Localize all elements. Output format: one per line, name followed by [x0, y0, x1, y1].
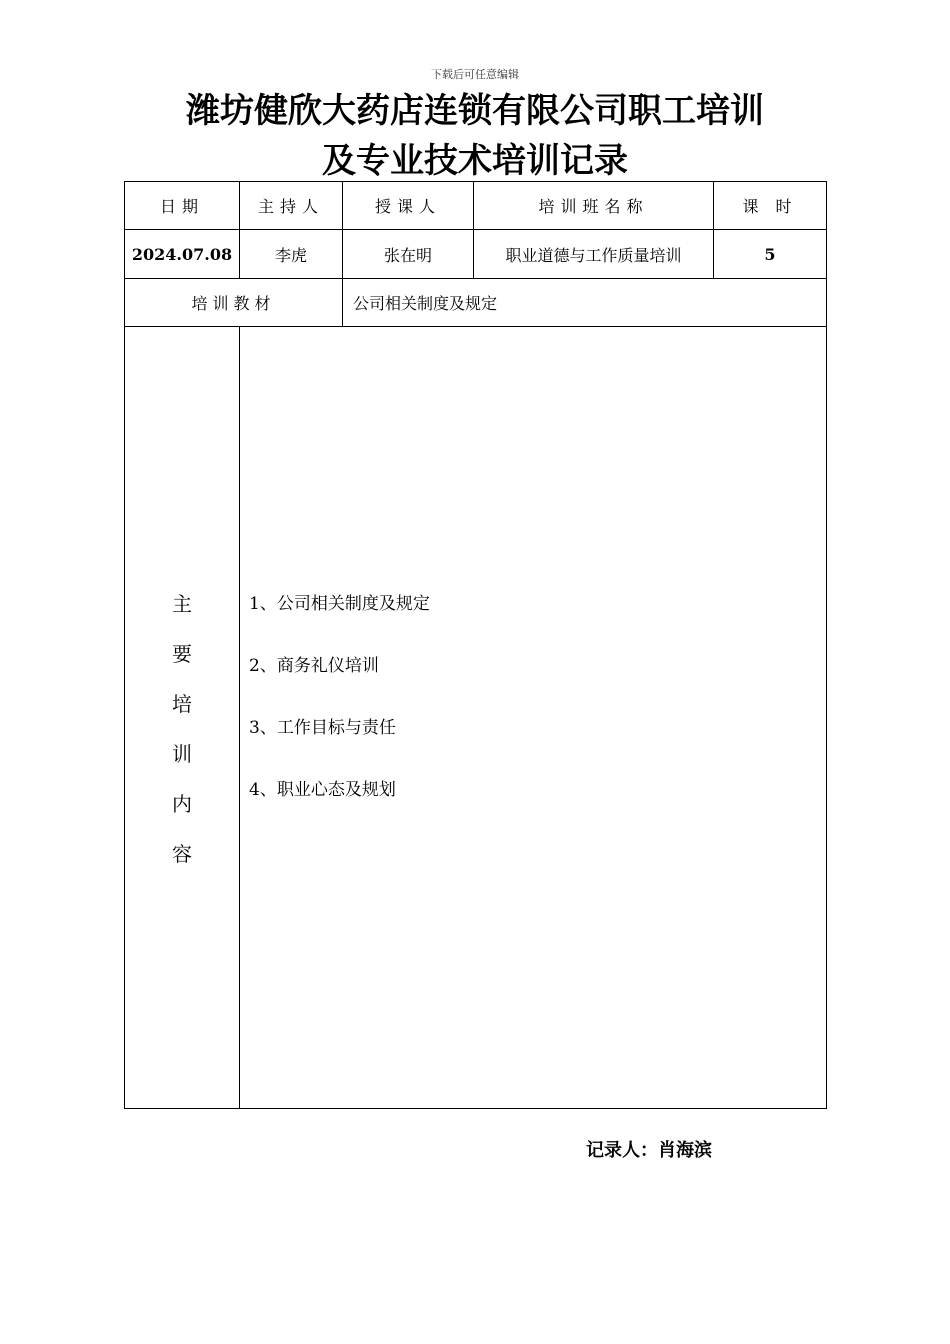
content-list: [249, 591, 430, 839]
header-date: 日期: [125, 182, 240, 230]
list-item: 2、商务礼仪培训: [249, 656, 379, 676]
recorder: 记录人：肖海滨: [586, 1140, 712, 1161]
cell-hours: 5: [714, 230, 827, 279]
content-cell: [240, 327, 827, 1109]
title-line-1: 潍坊健欣大药店连锁有限公司职工培训: [186, 91, 764, 131]
content-label-char: 容: [172, 842, 192, 866]
material-value: 公司相关制度及规定: [343, 279, 827, 327]
page-title: [0, 86, 950, 186]
cell-date: 2024.07.08: [125, 230, 240, 279]
header-lecturer: 授课人: [343, 182, 474, 230]
header-note: 下载后可任意编辑: [431, 68, 519, 81]
content-label-char: 训: [172, 742, 192, 766]
list-item: 3、工作目标与责任: [249, 718, 396, 738]
cell-host: 李虎: [240, 230, 343, 279]
title-line-2: 及专业技术培训记录: [322, 141, 628, 181]
table-row: [125, 230, 827, 279]
content-label-char: 内: [172, 792, 192, 816]
header-hours: 课 时: [714, 182, 827, 230]
header-host: 主持人: [240, 182, 343, 230]
content-row: [125, 327, 827, 1109]
material-label: 培训教材: [125, 279, 343, 327]
content-label-char: 主: [172, 592, 192, 616]
content-label: [125, 327, 240, 1109]
training-record-table: [124, 181, 827, 1109]
list-item: 4、职业心态及规划: [249, 780, 396, 800]
cell-class-name: 职业道德与工作质量培训: [474, 230, 714, 279]
header-class-name: 培训班名称: [474, 182, 714, 230]
cell-lecturer: 张在明: [343, 230, 474, 279]
table-header-row: [125, 182, 827, 230]
material-row: [125, 279, 827, 327]
content-label-char: 培: [172, 692, 192, 716]
content-label-char: 要: [172, 642, 192, 666]
list-item: 1、公司相关制度及规定: [249, 594, 430, 614]
